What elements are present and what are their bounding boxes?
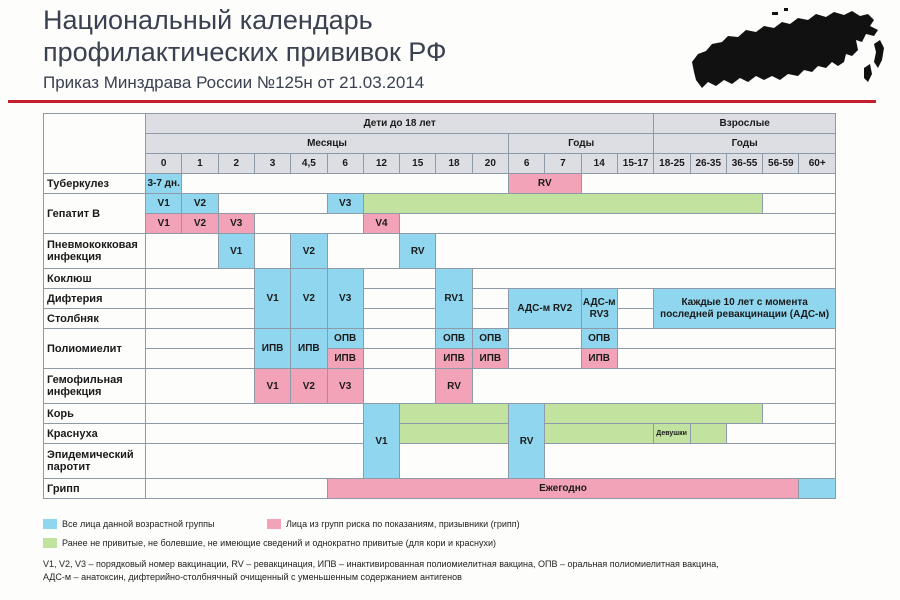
disease-label-pneumococcal: Пневмококковая инфекция (44, 234, 146, 269)
group-children-header: Дети до 18 лет (146, 114, 654, 134)
schedule-cell-empty (182, 174, 509, 194)
age-header: 6 (327, 154, 363, 174)
schedule-cell: Девушки (654, 424, 690, 444)
schedule-cell: ИПВ (254, 329, 290, 369)
group-adults-header: Взрослые (654, 114, 836, 134)
title-line-1: Национальный календарь (43, 5, 373, 35)
order-subtitle: Приказ Минздрава России №125н от 21.03.2014 (43, 73, 425, 92)
legend-swatch-all (43, 519, 57, 529)
schedule-cell: V1 (218, 234, 254, 269)
schedule-cell: ИПВ (327, 349, 363, 369)
age-header: 4,5 (291, 154, 327, 174)
age-header: 18-25 (654, 154, 690, 174)
disease-label-rubella: Краснуха (44, 424, 146, 444)
age-header: 56-59 (763, 154, 799, 174)
months-subheader: Месяцы (146, 134, 509, 154)
schedule-cell-empty (363, 369, 436, 404)
age-header: 20 (472, 154, 508, 174)
schedule-cell: V2 (291, 234, 327, 269)
schedule-cell: Ежегодно (327, 479, 799, 499)
schedule-cell: V1 (254, 369, 290, 404)
disease-label-measles: Корь (44, 404, 146, 424)
schedule-cell-empty (254, 214, 363, 234)
catch-up-range (545, 424, 654, 444)
schedule-cell: V1 (146, 194, 182, 214)
age-header: 1 (182, 154, 218, 174)
schedule-cell: V1 (146, 214, 182, 234)
schedule-cell: V1 (363, 404, 399, 479)
schedule-cell-empty (146, 444, 364, 479)
schedule-cell-empty (400, 444, 509, 479)
schedule-cell-empty (508, 329, 581, 349)
abbreviations-note-1: V1, V2, V3 – порядковый номер вакцинации, RV – ревакцинация, ИПВ – инактивированная полиомиелитная вакцина, ОПВ – оральная полиомиелитная вакцина, (43, 559, 719, 569)
child-years-subheader: Годы (508, 134, 653, 154)
schedule-cell: RV (400, 234, 436, 269)
schedule-cell-empty (146, 289, 255, 309)
disease-label-hib: Гемофильная инфекция (44, 369, 146, 404)
schedule-cell-empty (146, 404, 364, 424)
schedule-cell-empty (146, 309, 255, 329)
schedule-cell: ИПВ (436, 349, 472, 369)
legend-risk-group: Лица из групп риска по показаниям, призывники (грипп) (286, 519, 520, 529)
schedule-cell: V1 (254, 269, 290, 329)
schedule-cell: ИПВ (291, 329, 327, 369)
title-line-2: профилактических прививок РФ (43, 37, 447, 67)
schedule-cell-empty (436, 234, 836, 269)
catch-up-range (400, 424, 509, 444)
schedule-cell: АДС-м RV3 (581, 289, 617, 329)
schedule-cell: 3-7 дн. (146, 174, 182, 194)
schedule-cell: V2 (291, 369, 327, 404)
schedule-cell-empty (472, 309, 508, 329)
age-header: 12 (363, 154, 399, 174)
schedule-cell-empty (146, 349, 255, 369)
schedule-cell: Каждые 10 лет с момента последней ревакцинации (АДС-м) (654, 289, 836, 329)
catch-up-range (400, 404, 509, 424)
schedule-cell-empty (363, 309, 436, 329)
age-header: 26-35 (690, 154, 726, 174)
schedule-cell: V2 (182, 194, 218, 214)
age-header: 36-55 (726, 154, 762, 174)
disease-label-mumps: Эпидемический паротит (44, 444, 146, 479)
schedule-cell-empty (400, 214, 836, 234)
schedule-cell-empty (363, 329, 436, 349)
age-header: 7 (545, 154, 581, 174)
schedule-cell: RV1 (436, 269, 472, 329)
schedule-cell: V3 (218, 214, 254, 234)
age-header: 14 (581, 154, 617, 174)
schedule-cell: V3 (327, 194, 363, 214)
schedule-cell-empty (617, 289, 653, 309)
schedule-cell-empty (146, 479, 327, 499)
schedule-cell-empty (617, 349, 835, 369)
schedule-cell: V3 (327, 269, 363, 329)
age-header: 3 (254, 154, 290, 174)
schedule-cell-empty (763, 194, 836, 214)
legend-swatch-risk (267, 519, 281, 529)
schedule-cell: V4 (363, 214, 399, 234)
schedule-cell: ОПВ (436, 329, 472, 349)
schedule-cell: ОПВ (472, 329, 508, 349)
schedule-cell: ИПВ (581, 349, 617, 369)
age-header: 0 (146, 154, 182, 174)
schedule-cell: RV (508, 404, 544, 479)
schedule-cell: ОПВ (581, 329, 617, 349)
age-header: 18 (436, 154, 472, 174)
disease-label-tetanus: Столбняк (44, 309, 146, 329)
disease-label-polio: Полиомиелит (44, 329, 146, 369)
age-header: 60+ (799, 154, 836, 174)
schedule-cell-empty (581, 174, 835, 194)
schedule-cell: ИПВ (472, 349, 508, 369)
schedule-cell: V3 (327, 369, 363, 404)
schedule-cell-empty (146, 329, 255, 349)
vaccination-calendar-table (43, 113, 836, 499)
schedule-cell-empty (545, 444, 836, 479)
schedule-cell-empty (146, 269, 255, 289)
legend-unvaccinated: Ранее не привитые, не болевшие, не имеющие сведений и однократно привитые (для кори и краснухи) (62, 538, 497, 548)
header-divider (8, 100, 876, 103)
disease-label-hepatitis-b: Гепатит В (44, 194, 146, 234)
schedule-cell-empty (472, 369, 835, 404)
schedule-cell: RV (508, 174, 581, 194)
schedule-cell: V2 (182, 214, 218, 234)
legend-swatch-unvaccinated (43, 538, 57, 548)
age-header: 15-17 (617, 154, 653, 174)
disease-label-flu: Грипп (44, 479, 146, 499)
schedule-cell-empty (218, 194, 327, 214)
age-header: 15 (400, 154, 436, 174)
schedule-cell-empty (363, 289, 436, 309)
abbreviations-note-2: АДС-м – анатоксин, дифтерийно-столбнячный очищенный с уменьшенным содержанием антигенов (43, 572, 462, 582)
schedule-cell: RV (436, 369, 472, 404)
schedule-cell-all (799, 479, 836, 499)
catch-up-range (545, 404, 763, 424)
schedule-cell-empty (617, 309, 653, 329)
schedule-cell-empty (617, 329, 835, 349)
schedule-cell-empty (146, 369, 255, 404)
catch-up-range (690, 424, 726, 444)
schedule-cell-empty (363, 349, 436, 369)
schedule-cell-empty (254, 234, 290, 269)
russia-map-icon (688, 4, 888, 96)
schedule-cell-empty (363, 269, 436, 289)
schedule-cell-empty (327, 234, 400, 269)
disease-label-diphtheria: Дифтерия (44, 289, 146, 309)
table-corner (44, 114, 146, 174)
schedule-cell: ОПВ (327, 329, 363, 349)
schedule-cell: АДС-м RV2 (508, 289, 581, 329)
catch-up-range (363, 194, 762, 214)
schedule-cell-empty (508, 349, 581, 369)
schedule-cell-empty (146, 424, 364, 444)
schedule-cell: V2 (291, 269, 327, 329)
schedule-cell-empty (472, 289, 508, 309)
schedule-cell-empty (763, 404, 836, 424)
age-header: 6 (508, 154, 544, 174)
adult-years-subheader: Годы (654, 134, 836, 154)
schedule-cell-empty (146, 234, 219, 269)
disease-label-tuberculosis: Туберкулез (44, 174, 146, 194)
schedule-cell-empty (472, 269, 835, 289)
disease-label-pertussis: Коклюш (44, 269, 146, 289)
schedule-cell-empty (726, 424, 835, 444)
age-header: 2 (218, 154, 254, 174)
legend-all-group: Все лица данной возрастной группы (62, 519, 215, 529)
